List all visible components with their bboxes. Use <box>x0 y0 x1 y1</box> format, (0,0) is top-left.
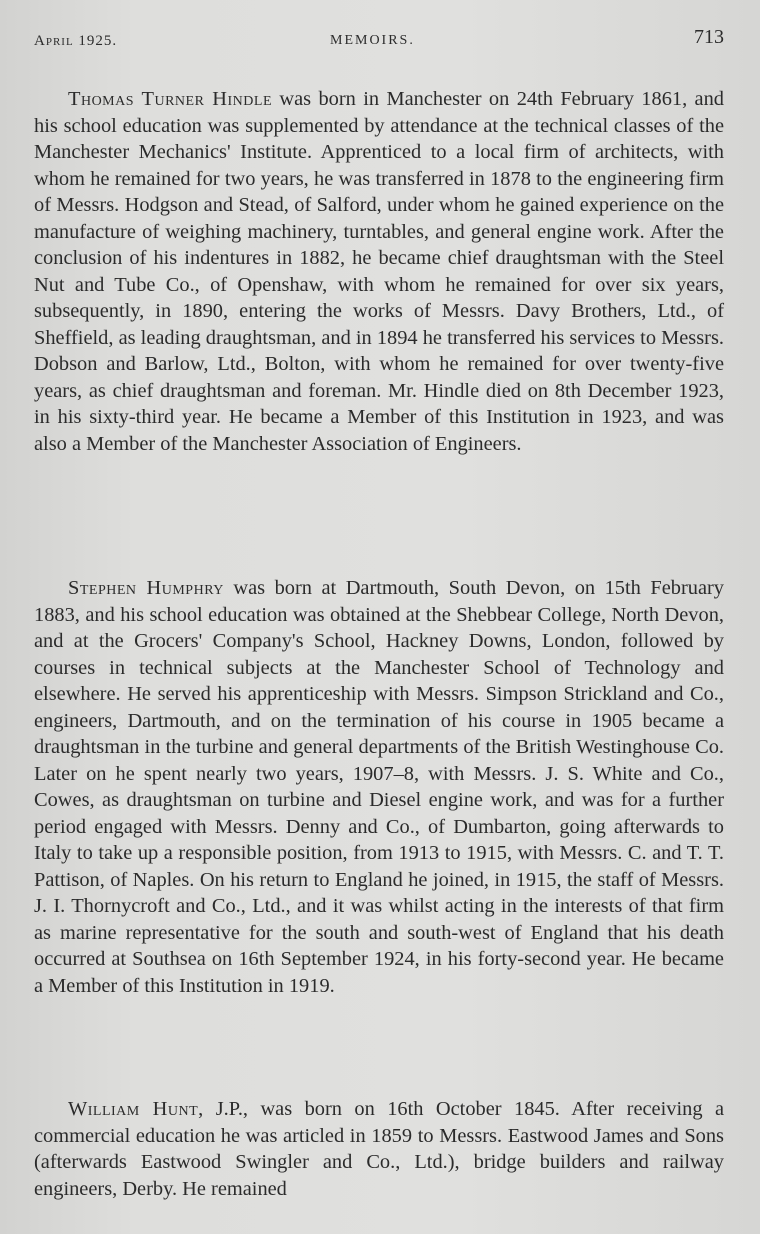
memoir-name: William Hunt <box>68 1098 199 1120</box>
page-number: 713 <box>694 26 724 48</box>
memoir-body: , J.P., was born on 16th October 1845. After receiving a commercial education he was articled in 1859 to Messrs. Eastwood James and Sons (afterwards Eastwood Swingler and Co., Ltd.), bridge builders and railway engineers, Derby. He remained <box>34 1098 725 1200</box>
memoir-name: Thomas Turner Hindle <box>68 88 273 110</box>
memoir-name: Stephen Humphry <box>68 577 224 599</box>
running-header <box>34 26 724 56</box>
header-date: April 1925. <box>34 33 118 49</box>
memoir-body: was born at Dartmouth, South Devon, on 15th February 1883, and his school education was obtained at the Shebbear College, North Devon, and at the Grocers' Company's School, Hackney Downs, London, followed by courses in technical subjects at the Manchester School of Technology and elsewhere. He served his apprenticeship with Messrs. Simpson Strickland and Co., engineers, Dartmouth, and on the termination of his course in 1905 became a draughtsman in the turbine and general departments of the British Westinghouse Co. Later on he spent nearly two years, 1907–8, with Messrs. J. S. White and Co., Cowes, as draughtsman on turbine and Diesel engine work, and was for a further period engaged with Messrs. Denny and Co., of Dumbarton, going afterwards to Italy to take up a responsible position, from 1913 to 1915, with Messrs. C. and T. T. Pattison, of Naples. On his return to England he joined, in 1915, the staff of Messrs. J. I. Thornycroft and Co., Ltd., and it was whilst acting in the interests of that firm as marine representative for the south and south-west of England that his death occurred at Southsea on 16th September 1924, in his forty-second year. He became a Member of this Institution in 1919. <box>34 577 724 997</box>
memoir-humphry <box>34 575 724 999</box>
memoir-hindle <box>34 86 724 457</box>
memoir-hunt <box>34 1096 724 1202</box>
memoir-body: was born in Manchester on 24th February 1861, and his school education was supplemented by attendance at the technical classes of the Manchester Mechanics' Institute. Apprenticed to a local firm of architects, with whom he remained for two years, he was transferred in 1878 to the engineering firm of Messrs. Hodgson and Stead, of Salford, under whom he gained experience on the manufacture of weighing machinery, turntables, and general engine work. After the conclusion of his indentures in 1882, he became chief draughtsman with the Steel Nut and Tube Co., of Openshaw, with whom he remained for over six years, subsequently, in 1890, entering the works of Messrs. Davy Brothers, Ltd., of Sheffield, as leading draughtsman, and in 1894 he transferred his services to Messrs. Dobson and Barlow, Ltd., Bolton, with whom he remained for over twenty-five years, as chief draughtsman and foreman. Mr. Hindle died on 8th December 1923, in his sixty-third year. He became a Member of this Institution in 1923, and was also a Member of the Manchester Association of Engineers. <box>34 88 724 455</box>
header-title: MEMOIRS. <box>330 33 415 48</box>
